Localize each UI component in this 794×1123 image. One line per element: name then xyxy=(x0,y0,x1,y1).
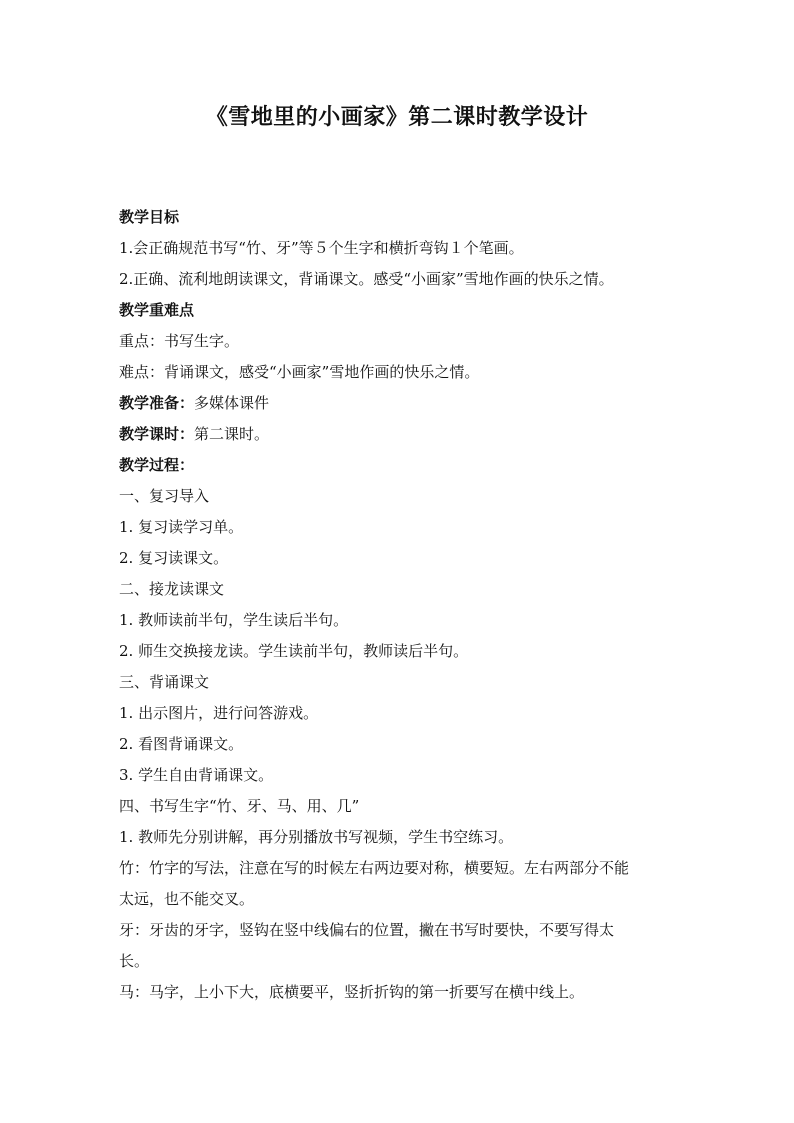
document-body xyxy=(119,202,679,1008)
section-1-item: 2. 复习读课文。 xyxy=(119,549,229,567)
note-zhu-line-1: 竹：竹字的写法，注意在写的时候左右两边要对称，横要短。左右两部分不能 xyxy=(119,859,630,877)
period-label: 教学课时： xyxy=(119,425,195,443)
section-2-heading: 二、接龙读课文 xyxy=(119,580,225,598)
section-2-item: 2. 师生交换接龙读。学生读前半句，教师读后半句。 xyxy=(119,642,469,660)
period-line xyxy=(119,419,679,450)
note-ya-line-2: 长。 xyxy=(119,952,150,970)
section-3-heading: 三、背诵课文 xyxy=(119,673,210,691)
document-title: 《雪地里的小画家》第二课时教学设计 xyxy=(205,104,589,130)
objectives-heading: 教学目标 xyxy=(119,208,180,226)
section-1-item: 1. 复习读学习单。 xyxy=(119,518,244,536)
prep-value: 多媒体课件 xyxy=(194,394,270,412)
period-value: 第二课时。 xyxy=(194,425,270,443)
prep-label: 教学准备： xyxy=(119,394,195,412)
difficult-point: 难点：背诵课文，感受“小画家”雪地作画的快乐之情。 xyxy=(119,363,480,381)
objective-2: 2.正确、流利地朗读课文，背诵课文。感受“小画家”雪地作画的快乐之情。 xyxy=(119,270,614,288)
key-point: 重点：书写生字。 xyxy=(119,332,240,350)
section-3-item: 1. 出示图片，进行问答游戏。 xyxy=(119,704,319,722)
section-1-heading: 一、复习导入 xyxy=(119,487,210,505)
section-4-heading: 四、书写生字“竹、牙、马、用、几” xyxy=(119,797,360,815)
prep-line xyxy=(119,388,679,419)
section-3-item: 3. 学生自由背诵课文。 xyxy=(119,766,274,784)
section-4-item: 1. 教师先分别讲解，再分别播放书写视频，学生书空练习。 xyxy=(119,828,514,846)
section-3-item: 2. 看图背诵课文。 xyxy=(119,735,244,753)
section-2-item: 1. 教师读前半句，学生读后半句。 xyxy=(119,611,349,629)
key-points-heading: 教学重难点 xyxy=(119,301,195,319)
note-zhu-line-2: 太远，也不能交叉。 xyxy=(119,890,255,908)
objective-1: 1.会正确规范书写“竹、牙”等５个生字和横折弯钩１个笔画。 xyxy=(119,239,524,257)
note-ma: 马：马字，上小下大，底横要平，竖折折钩的第一折要写在横中线上。 xyxy=(119,983,585,1001)
process-heading: 教学过程： xyxy=(119,456,195,474)
note-ya-line-1: 牙：牙齿的牙字，竖钩在竖中线偏右的位置，撇在书写时要快，不要写得太 xyxy=(119,921,615,939)
